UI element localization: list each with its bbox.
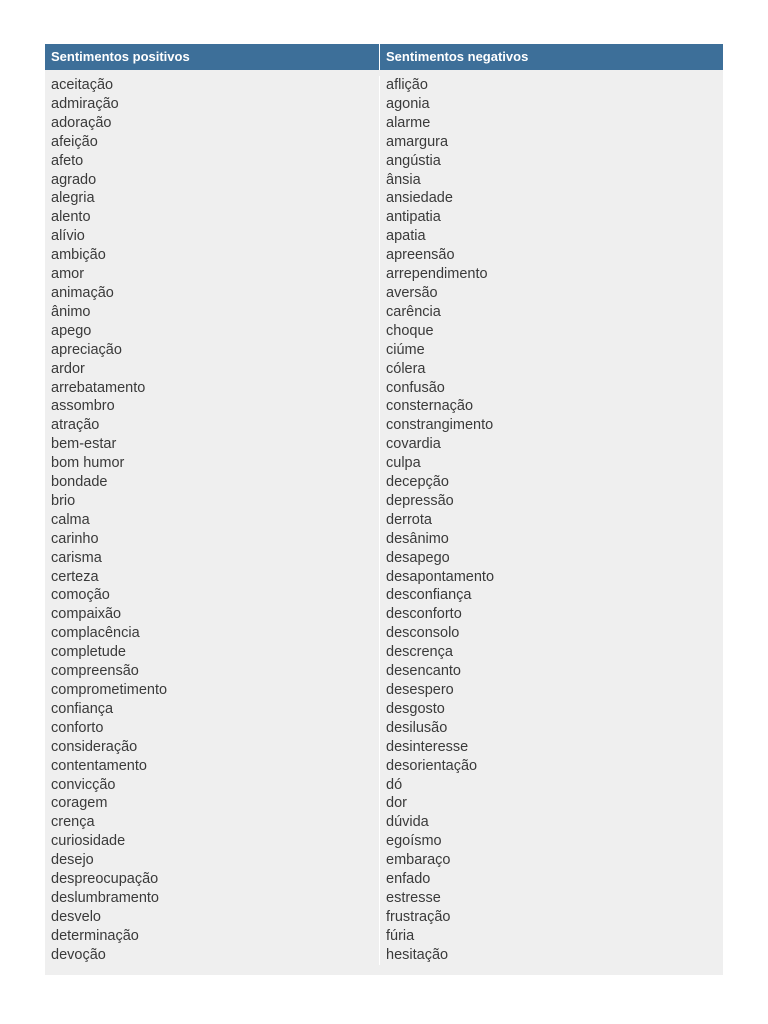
negative-feeling-item: embaraço: [386, 852, 451, 869]
positive-feeling-item: agrado: [51, 171, 97, 188]
positive-feeling-item: deslumbramento: [51, 889, 159, 906]
positive-feeling-item: determinação: [51, 927, 139, 944]
negative-feeling-item: derrota: [386, 511, 432, 528]
positive-feeling-item: conforto: [51, 719, 104, 736]
negative-feeling-item: frustração: [386, 908, 451, 925]
negative-feeling-item: desconsolo: [386, 625, 460, 642]
positive-feeling-item: completude: [51, 644, 126, 661]
negative-feeling-item: enfado: [386, 871, 431, 888]
positive-feeling-item: assombro: [51, 398, 115, 415]
negative-feeling-item: amargura: [386, 133, 449, 150]
negative-feeling-item: alarme: [386, 114, 431, 131]
negative-feeling-item: culpa: [386, 455, 421, 472]
positive-feeling-item: arrebatamento: [51, 379, 146, 396]
positive-feeling-item: atração: [51, 417, 100, 434]
positive-feeling-item: amor: [51, 266, 85, 283]
negative-feeling-item: agonia: [386, 95, 430, 112]
positive-feeling-item: carisma: [51, 549, 102, 566]
negative-feeling-item: carência: [386, 303, 441, 320]
negative-feeling-item: ciúme: [386, 341, 425, 358]
negative-feeling-item: decepção: [386, 474, 449, 491]
header-negative-feelings: Sentimentos negativos: [386, 49, 529, 64]
negative-feeling-item: desilusão: [386, 719, 448, 736]
negative-feeling-item: dúvida: [386, 814, 429, 831]
negative-feeling-item: choque: [386, 322, 434, 339]
negative-feeling-item: desinteresse: [386, 738, 469, 755]
positive-feeling-item: apego: [51, 322, 92, 339]
positive-feeling-item: apreciação: [51, 341, 122, 358]
negative-feeling-item: egoísmo: [386, 833, 442, 850]
negative-feeling-item: desânimo: [386, 530, 449, 547]
positive-feeling-item: ardor: [51, 360, 85, 377]
positive-feeling-item: admiração: [51, 95, 119, 112]
positive-feeling-item: bondade: [51, 474, 108, 491]
positive-feeling-item: curiosidade: [51, 833, 126, 850]
negative-feeling-item: covardia: [386, 436, 441, 453]
positive-feeling-item: carinho: [51, 530, 99, 547]
negative-feeling-item: desgosto: [386, 700, 445, 717]
negative-feeling-item: desencanto: [386, 663, 461, 680]
positive-feeling-item: ânimo: [51, 303, 91, 320]
positive-feeling-item: bom humor: [51, 455, 125, 472]
negative-feeling-item: confusão: [386, 379, 445, 396]
header-positive-feelings: Sentimentos positivos: [45, 44, 380, 70]
negative-feeling-item: desapego: [386, 549, 450, 566]
positive-feeling-item: afeição: [51, 133, 98, 150]
positive-feeling-item: confiança: [51, 700, 114, 717]
negative-feeling-item: desconforto: [386, 606, 462, 623]
positive-feeling-item: alento: [51, 209, 91, 226]
positive-feeling-item: compaixão: [51, 606, 122, 623]
positive-feeling-item: animação: [51, 284, 114, 301]
negative-feeling-item: desconfiança: [386, 587, 472, 604]
positive-feeling-item: comoção: [51, 587, 110, 604]
negative-feeling-item: desorientação: [386, 757, 478, 774]
negative-feeling-item: arrependimento: [386, 266, 488, 283]
positive-feeling-item: comprometimento: [51, 682, 168, 698]
positive-feeling-item: coragem: [51, 795, 108, 812]
positive-feeling-item: convicção: [51, 776, 116, 793]
table-body-row: [45, 70, 723, 975]
positive-feeling-item: crença: [51, 814, 95, 831]
positive-feeling-item: contentamento: [51, 757, 147, 774]
positive-feeling-item: consideração: [51, 738, 138, 755]
table-header-row: [45, 44, 723, 70]
negative-feeling-item: cólera: [386, 360, 426, 377]
positive-feeling-item: alegria: [51, 190, 95, 207]
negative-feeling-item: ânsia: [386, 171, 421, 188]
negative-feeling-item: aversão: [386, 284, 438, 301]
negative-feeling-item: depressão: [386, 492, 454, 509]
negative-feeling-item: fúria: [386, 927, 415, 944]
negative-feeling-item: aflição: [386, 77, 428, 93]
negative-feelings-column: [380, 76, 723, 965]
positive-feeling-item: afeto: [51, 152, 84, 169]
negative-feeling-item: consternação: [386, 398, 474, 415]
positive-feeling-item: certeza: [51, 568, 99, 585]
feelings-table: [45, 44, 723, 975]
negative-feeling-item: antipatia: [386, 209, 441, 226]
positive-feeling-item: calma: [51, 511, 90, 528]
positive-feeling-item: ambição: [51, 247, 106, 264]
positive-feeling-item: compreensão: [51, 663, 139, 680]
positive-feelings-column: [45, 76, 380, 965]
negative-feeling-item: hesitação: [386, 946, 449, 963]
negative-feeling-item: constrangimento: [386, 417, 494, 434]
negative-feeling-item: desapontamento: [386, 568, 495, 585]
positive-feeling-item: alívio: [51, 228, 85, 245]
positive-feeling-item: bem-estar: [51, 436, 117, 453]
negative-feeling-item: angústia: [386, 152, 441, 169]
positive-feeling-item: brio: [51, 492, 76, 509]
positive-feeling-item: desvelo: [51, 908, 101, 925]
positive-feeling-item: desejo: [51, 852, 94, 869]
positive-feeling-item: complacência: [51, 625, 140, 642]
negative-feeling-item: desespero: [386, 682, 454, 698]
negative-feeling-item: estresse: [386, 889, 441, 906]
positive-feeling-item: devoção: [51, 946, 106, 963]
positive-feeling-item: despreocupação: [51, 871, 159, 888]
negative-feeling-item: apreensão: [386, 247, 455, 264]
negative-feeling-item: ansiedade: [386, 190, 453, 207]
positive-feeling-item: adoração: [51, 114, 112, 131]
negative-feeling-item: apatia: [386, 228, 426, 245]
negative-feeling-item: dor: [386, 795, 407, 812]
negative-feeling-item: descrença: [386, 644, 453, 661]
positive-feeling-item: aceitação: [51, 77, 114, 93]
negative-feeling-item: dó: [386, 776, 403, 793]
